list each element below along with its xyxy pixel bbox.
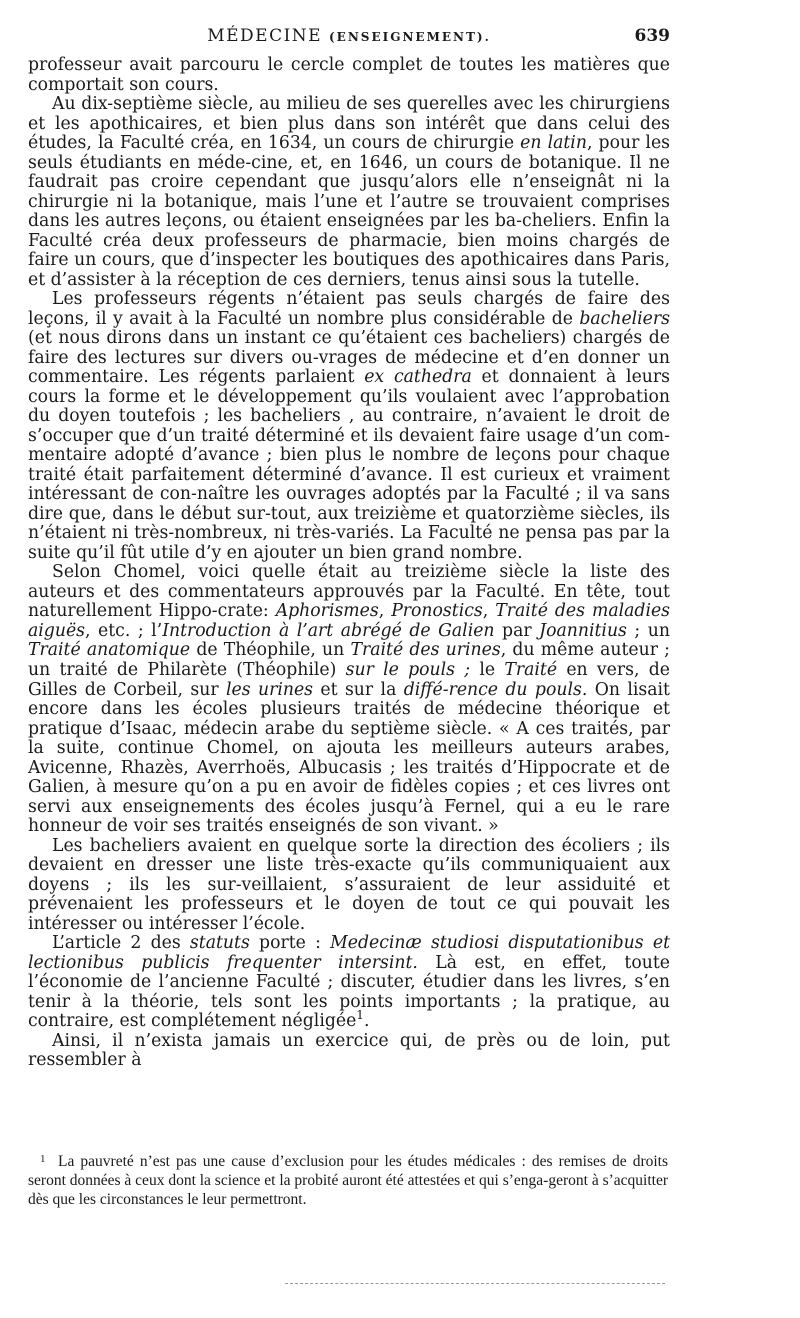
italic-text: en latin [520,133,587,154]
italic-text: bacheliers [579,308,670,329]
body-paragraph [28,290,670,563]
header-title: MÉDECINE [207,26,323,46]
italic-text: statuts [189,933,250,954]
text-run: , du même auteur ; un traité de Philarète (Théophile) [28,640,670,680]
body-paragraph [28,837,670,935]
text-run: , etc. ; l’ [85,620,163,641]
text-run: , [378,601,392,622]
italic-text: Traité anatomique [28,640,191,661]
text-run: Les professeurs régents n’étaient pas seuls chargés de faire des leçons, il y avait à la Faculté un nombre plus considérable de [28,289,670,329]
footnote-marker: 1 [40,1153,46,1165]
text-run: Au dix-septième siècle, au milieu de ses querelles avec les chirurgiens et les apothicaires, et bien plus dans son intérêt que dans celui des études, la Faculté créa, en 1634, un cours de chirurgie [28,94,670,154]
text-run: On lisait encore dans les écoles plusieurs traités de médecine théorique et pratique d’Isaac, médecin arabe du septième siècle. « A ces traités, par la suite, continue Chomel, on ajouta les meilleurs auteurs arabes, Avicenne, Rhazès, Averrhoës, Albucasis ; les traités d’Hippocrate et de Galien, à mesure qu’on a pu en avoir de fidèles copies ; et ces livres ont servi aux enseignements des écoles jusqu’à Fernel, qui a eu le rare honneur de voir ses traités enseignés de son vivant. » [28,679,670,837]
text-run: de Théophile, un [190,640,351,661]
body-paragraph [28,1032,670,1071]
italic-text: diffé-rence du pouls. [403,679,588,700]
italic-text: Traité des maladies aiguës [28,601,671,641]
bottom-divider [285,1283,665,1284]
text-run: par [494,620,540,641]
running-header [28,26,670,52]
italic-text: sur le pouls ; [345,659,471,680]
text-run: en vers, de Gilles de Corbeil, sur [28,659,670,700]
body-paragraph [28,56,670,95]
text-run: Ainsi, il n’exista jamais un exercice qui, de près ou de loin, put ressembler à [28,1030,670,1071]
text-run: Là est, en effet, toute l’économie de l’ancienne Faculté ; discuter, étudier dans les livres, s’en tenir à la théorie, tels sont les points importants ; la pratique, au contraire, est complétement négligée [28,952,670,1032]
text-run: (et nous dirons dans un instant ce qu’étaient ces bacheliers) chargés de faire des lectures sur divers ou-vrages de médecine et d’en donner un commentaire. Les régents parlaient [28,328,670,388]
text-run: et donnaient à leurs cours la forme et le développement qu’ils voulaient avec l’approbation du doyen toutefois ; les bacheliers , au contraire, n’avaient le droit de s’occuper que d’un traité déterminé et ils devaient faire usage d’un com-mentaire adopté d’avance ; bien plus le nombre de leçons pour chaque traité était parfaitement déterminé d’avance. Il est curieux et vraiment intéressant de con-naître les ouvrages adoptés par la Faculté ; il va sans dire que, dans le début sur-tout, aux treizième et quatorzième siècles, ils n’étaient ni très-nombreux, ni très-variés. La Faculté ne pensa pas par la suite qu’il fût utile d’y en ajouter un bien grand nombre. [28,367,670,563]
body-text [28,56,670,1071]
text-run: L’article 2 des [52,933,190,954]
footnote [28,1150,668,1209]
text-run: Les bacheliers avaient en quelque sorte la direction des écoliers ; ils devaient en dresser une liste très-exacte qu’ils communiquaient aux doyens ; ils les sur-veillaient, s’assuraient de leur assiduité et prévenaient les professeurs et le doyen de tout ce qui pouvait les intéresser ou intéresser l’école. [28,835,670,934]
italic-text: les urines [226,679,314,700]
text-run: le [470,659,505,680]
italic-text: Aphorismes [275,601,379,622]
body-paragraph [28,563,670,836]
italic-text: Introduction à l’art abrégé de Galien [162,620,495,641]
italic-text: Traité [504,659,558,680]
body-paragraph [28,934,670,1032]
text-run: , pour les seuls étudiants en méde-cine, et, en 1646, un cours de botanique. Il ne faudrait pas croire cependant que jusqu’alors elle n’enseignât ni la chirurgie ni la botanique, mais l’une et l’autre se trouvaient comprises dans les autres leçons, ou étaient enseignées par les ba-cheliers. Enfin la Faculté créa deux professeurs de pharmacie, bien moins chargés de faire un cours, que d’inspecter les boutiques des apothicaires dans Paris, et d’assister à la réception de ces derniers, tenus ainsi sous la tutelle. [28,133,671,290]
text-run: ; un [626,620,670,641]
text-run: porte : [249,933,331,954]
italic-text: Pronostics [391,601,483,622]
footnote-text: La pauvreté n’est pas une cause d’exclusion pour les études médicales : des remises de droits seront données à ceux dont la science et la probité auront été attestées et qui s’enga-geront à s’acquitter dès que les circonstances le leur permettront. [28,1153,668,1208]
text-run: . [363,1011,370,1032]
page-number: 639 [634,26,670,46]
body-paragraph [28,95,670,290]
text-run: et sur la [313,679,404,700]
text-run: Selon Chomel, voici quelle était au treizième siècle la liste des auteurs et des commentateurs approuvés par la Faculté. En tête, tout naturellement Hippo-crate: [28,562,670,622]
italic-text: ex cathedra [364,367,472,388]
running-title [28,26,670,46]
italic-text: Joannitius [539,620,627,641]
italic-text: Traité des urines [350,640,501,661]
italic-text: Medecinæ studiosi disputationibus et lectionibus publicis frequenter intersint. [28,933,671,973]
text-run: , [482,601,496,622]
text-run: professeur avait parcouru le cercle complet de toutes les matières que comportait son cours. [28,55,670,95]
header-subtitle: (ENSEIGNEMENT). [329,30,491,44]
footnote-reference: 1 [356,1008,364,1023]
